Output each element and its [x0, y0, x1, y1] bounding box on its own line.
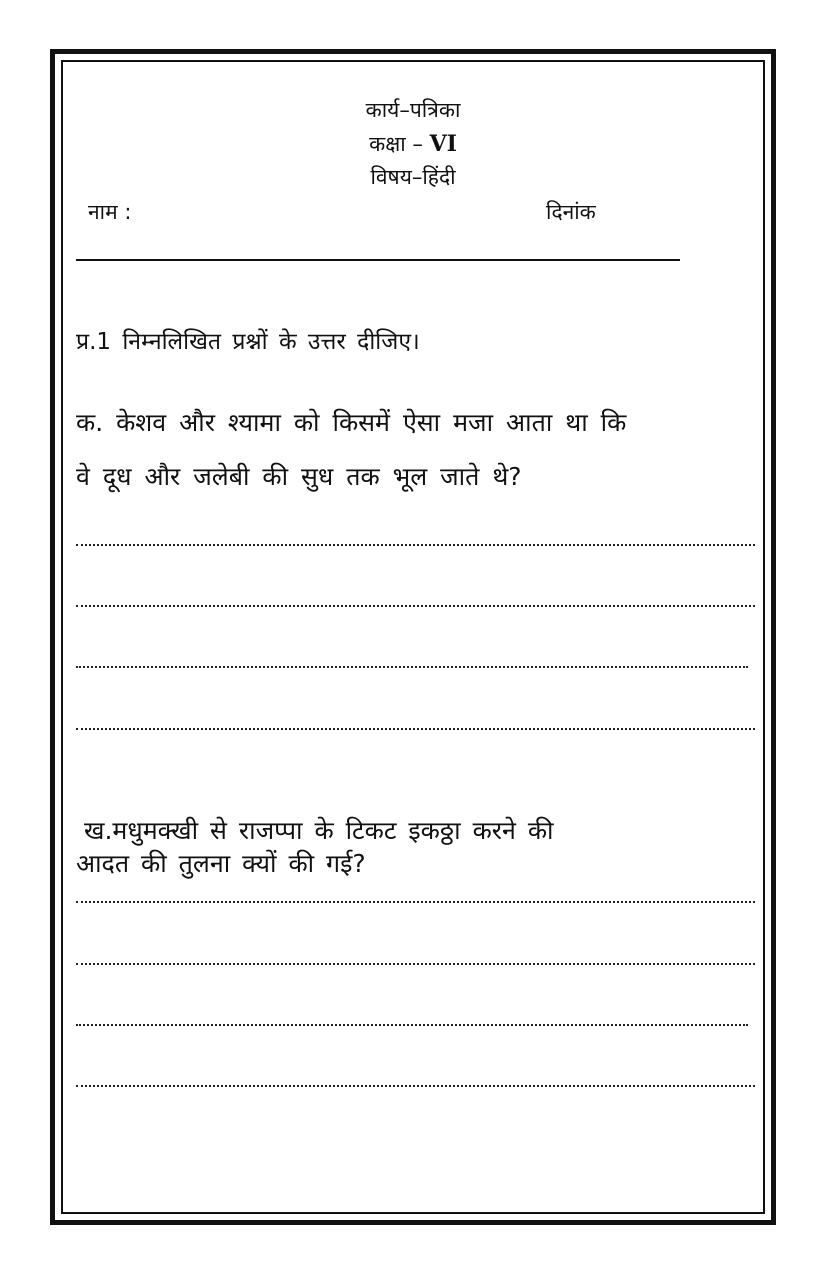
- question-1-line-1: क. केशव और श्यामा को किसमें ऐसा मजा आता था कि: [76, 408, 627, 437]
- name-label: नाम :: [88, 200, 132, 224]
- answer-line[interactable]: [76, 963, 755, 965]
- answer-line[interactable]: [76, 901, 755, 903]
- answer-line[interactable]: [76, 544, 755, 546]
- question-2-line-1: ख.मधुमक्खी से राजप्पा के टिकट इकठ्ठा करने की: [84, 816, 554, 845]
- answer-line[interactable]: [76, 666, 748, 668]
- page-border-inner: [61, 60, 765, 1214]
- question-2-line-2: आदत की तुलना क्यों की गई?: [76, 849, 366, 878]
- answer-line[interactable]: [76, 1024, 748, 1026]
- class-value: VI: [429, 131, 457, 157]
- class-label: कक्षा –: [369, 132, 423, 156]
- name-write-line[interactable]: [76, 259, 680, 261]
- class-line: [0, 130, 826, 158]
- question-1: [76, 396, 756, 504]
- question-2: [76, 814, 736, 880]
- question-1-line-2: वे दूध और जलेबी की सुध तक भूल जाते थे?: [76, 462, 522, 491]
- subject-line: विषय–हिंदी: [370, 165, 456, 189]
- date-label: दिनांक: [546, 200, 596, 224]
- page-border-outer: [50, 49, 776, 1225]
- answer-line[interactable]: [76, 1085, 755, 1087]
- answer-line[interactable]: [76, 605, 755, 607]
- section-heading: प्र.1 निम्नलिखित प्रश्नों के उत्तर दीजिए।: [76, 329, 420, 355]
- answer-line[interactable]: [76, 728, 755, 730]
- worksheet-title: कार्य–पत्रिका: [365, 98, 461, 122]
